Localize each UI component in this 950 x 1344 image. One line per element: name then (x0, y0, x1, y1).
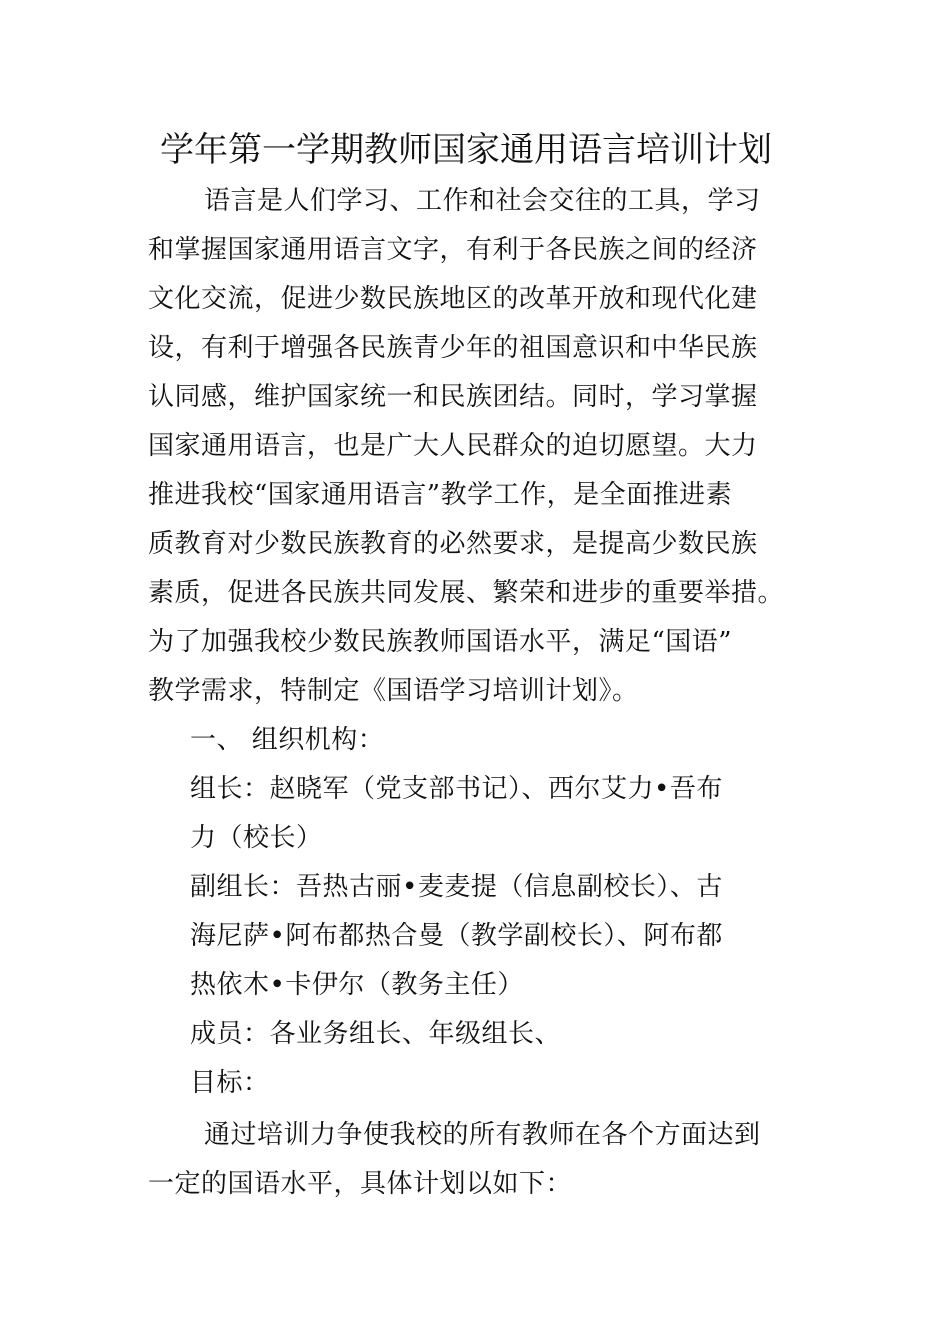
intro-line: 语言是人们学习、工作和社会交往的工具，学习 (204, 186, 761, 216)
intro-line: 质教育对少数民族教育的必然要求，是提高少数民族 (148, 529, 758, 559)
intro-line: 素质，促进各民族共同发展、繁荣和进步的重要举措。 (148, 578, 785, 608)
intro-line: 设，有利于增强各民族青少年的祖国意识和中华民族 (148, 333, 758, 363)
document-title: 学年第一学期教师国家通用语言培训计划 (160, 130, 772, 170)
intro-line: 文化交流，促进少数民族地区的改革开放和现代化建 (148, 284, 758, 314)
org-line: 热依木•卡伊尔（教务主任） (190, 970, 524, 1000)
org-line: 力（校长） (190, 823, 323, 853)
goal-line: 通过培训力争使我校的所有教师在各个方面达到 (204, 1120, 761, 1150)
intro-line: 教学需求，特制定《国语学习培训计划》。 (148, 676, 639, 706)
section-heading: 一、 组织机构： (190, 725, 385, 755)
goal-line: 一定的国语水平，具体计划以如下： (148, 1169, 573, 1199)
intro-line: 和掌握国家通用语言文字，有利于各民族之间的经济 (148, 235, 758, 265)
intro-line: 认同感，维护国家统一和民族团结。同时，学习掌握 (148, 382, 758, 412)
org-line: 海尼萨•阿布都热合曼（教学副校长）、阿布都 (190, 921, 723, 951)
org-line: 成员：各业务组长、年级组长、 (190, 1019, 562, 1049)
intro-line: 国家通用语言，也是广大人民群众的迫切愿望。大力 (148, 431, 758, 461)
org-line: 目标： (190, 1068, 270, 1098)
intro-line: 推进我校“国家通用语言”教学工作，是全面推进素 (148, 480, 733, 510)
org-line: 副组长：吾热古丽•麦麦提（信息副校长）、古 (190, 872, 723, 902)
intro-line: 为了加强我校少数民族教师国语水平，满足“国语” (148, 627, 733, 657)
org-line: 组长：赵晓军（党支部书记）、西尔艾力•吾布 (190, 774, 723, 804)
